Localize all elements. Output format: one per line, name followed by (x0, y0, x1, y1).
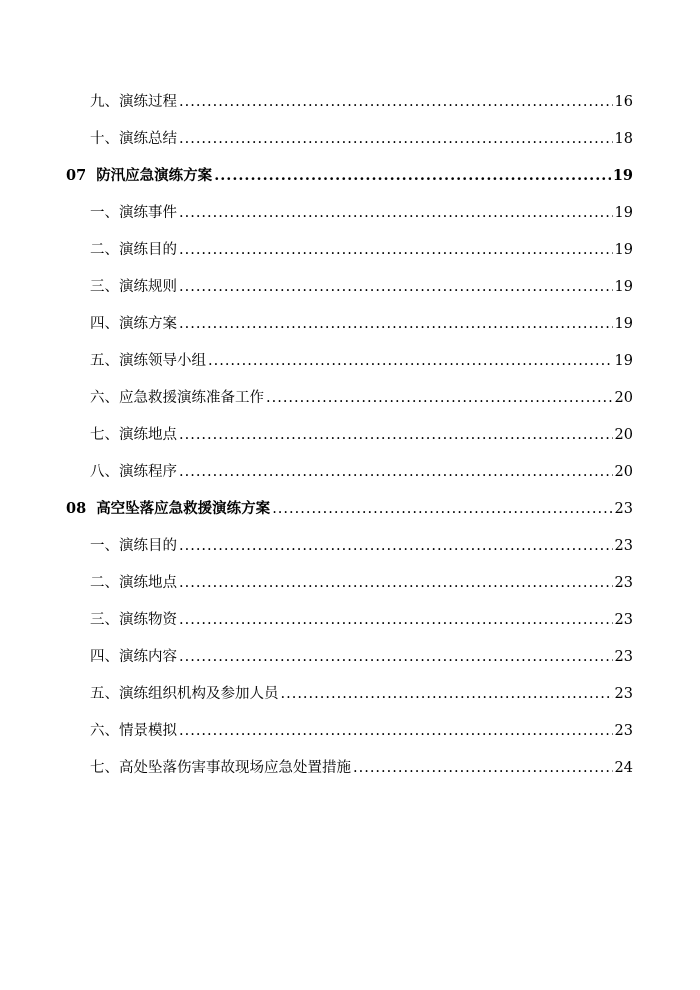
toc-entry-page: 19 (614, 279, 633, 295)
toc-entry-title: 五、演练领导小组 (90, 353, 206, 369)
toc-dot-leader (214, 164, 611, 188)
toc-dot-leader (179, 534, 613, 558)
toc-entry-page: 23 (614, 575, 633, 591)
toc-chapter-number: 08 (66, 500, 87, 517)
toc-entry-page: 23 (614, 723, 633, 739)
toc-dot-leader (179, 312, 613, 336)
toc-entry[interactable] (66, 386, 633, 423)
toc-entry-page: 23 (614, 612, 633, 628)
toc-entry-title: 四、演练方案 (90, 316, 177, 332)
toc-dot-leader (179, 460, 613, 484)
toc-dot-leader (179, 719, 613, 743)
toc-entry-title: 八、演练程序 (90, 464, 177, 480)
toc-entry-page: 19 (614, 316, 633, 332)
toc-entry-page: 20 (614, 390, 633, 406)
toc-dot-leader (179, 238, 613, 262)
toc-entry-page: 20 (614, 464, 633, 480)
toc-entry[interactable] (66, 423, 633, 460)
toc-entry-page: 19 (614, 205, 633, 221)
toc-dot-leader (179, 90, 613, 114)
toc-entry[interactable] (66, 90, 633, 127)
toc-entry-title: 四、演练内容 (90, 649, 177, 665)
toc-entry-page: 23 (614, 649, 633, 665)
toc-entry[interactable] (66, 312, 633, 349)
toc-chapter-entry[interactable] (66, 497, 633, 534)
toc-chapter-entry[interactable] (66, 164, 633, 201)
toc-entry[interactable] (66, 719, 633, 756)
toc-dot-leader (353, 756, 613, 780)
toc-entry-title: 七、高处坠落伤害事故现场应急处置措施 (90, 760, 351, 776)
toc-entry-page: 23 (614, 686, 633, 702)
toc-chapter-number: 07 (66, 167, 87, 184)
toc-entry[interactable] (66, 645, 633, 682)
toc-dot-leader (179, 275, 613, 299)
toc-chapter-page: 23 (614, 501, 633, 517)
toc-dot-leader (179, 645, 613, 669)
toc-entry-page: 19 (614, 353, 633, 369)
toc-entry-title: 五、演练组织机构及参加人员 (90, 686, 279, 702)
toc-entry-title: 十、演练总结 (90, 131, 177, 147)
toc-entry-title: 三、演练物资 (90, 612, 177, 628)
toc-entry-title: 九、演练过程 (90, 94, 177, 110)
toc-entry-title: 二、演练地点 (90, 575, 177, 591)
toc-dot-leader (179, 201, 613, 225)
toc-dot-leader (272, 497, 612, 521)
toc-entry[interactable] (66, 534, 633, 571)
toc-chapter-title: 高空坠落应急救援演练方案 (96, 500, 271, 517)
toc-entry[interactable] (66, 571, 633, 608)
toc-chapter-page: 19 (612, 167, 633, 184)
toc-entry-page: 20 (614, 427, 633, 443)
toc-entry-title: 六、情景模拟 (90, 723, 177, 739)
toc-entry[interactable] (66, 682, 633, 719)
toc-dot-leader (179, 608, 613, 632)
toc-dot-leader (179, 571, 613, 595)
toc-entry-title: 二、演练目的 (90, 242, 177, 258)
toc-entry[interactable] (66, 460, 633, 497)
toc-entry[interactable] (66, 201, 633, 238)
toc-entry-title: 三、演练规则 (90, 279, 177, 295)
toc-entry[interactable] (66, 275, 633, 312)
toc-dot-leader (179, 423, 613, 447)
toc-entry[interactable] (66, 608, 633, 645)
toc-entry-page: 23 (614, 538, 633, 554)
toc-entry-title: 一、演练事件 (90, 205, 177, 221)
toc-entry[interactable] (66, 127, 633, 164)
toc-entry-title: 一、演练目的 (90, 538, 177, 554)
toc-entry[interactable] (66, 349, 633, 386)
toc-entry[interactable] (66, 756, 633, 793)
toc-entry-page: 16 (614, 94, 633, 110)
toc-entry-title: 六、应急救援演练准备工作 (90, 390, 264, 406)
toc-chapter-title: 防汛应急演练方案 (96, 167, 213, 184)
toc-entry-title: 七、演练地点 (90, 427, 177, 443)
toc-dot-leader (266, 386, 613, 410)
toc-dot-leader (208, 349, 613, 373)
toc-entry-page: 18 (614, 131, 633, 147)
toc-entry-page: 24 (614, 760, 633, 776)
table-of-contents (66, 90, 633, 793)
toc-dot-leader (281, 682, 613, 706)
toc-entry[interactable] (66, 238, 633, 275)
toc-entry-page: 19 (614, 242, 633, 258)
toc-dot-leader (179, 127, 613, 151)
